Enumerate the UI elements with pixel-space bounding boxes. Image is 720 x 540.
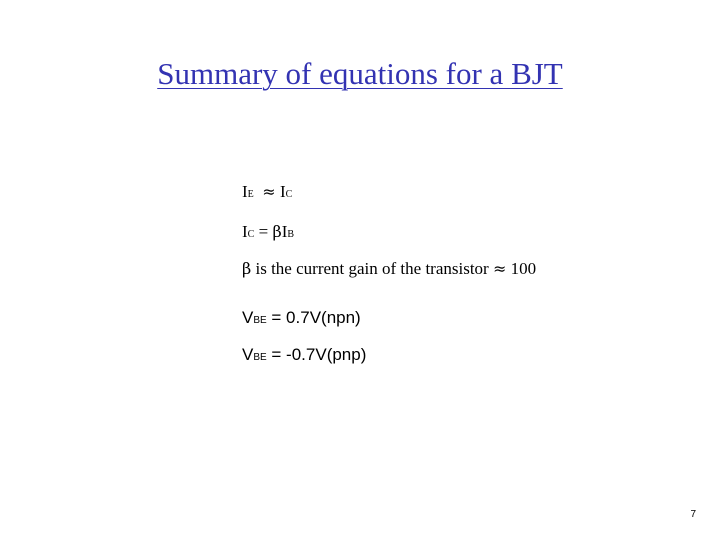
- equation-vbe-pnp: [242, 345, 366, 368]
- equation-ic-beta-ib: [242, 222, 294, 245]
- beta-symbol: β: [272, 222, 282, 241]
- collector-current-symbol: I: [242, 222, 248, 241]
- vbe-npn-value: = 0.7V(npn): [266, 308, 361, 327]
- equation-ie-approx-ic: [242, 182, 292, 205]
- collector-subscript: C: [247, 229, 255, 240]
- approx-symbol: ≈: [492, 259, 507, 278]
- vbe-subscript: BE: [253, 352, 267, 363]
- emitter-current-symbol: I: [242, 182, 248, 201]
- vbe-subscript: BE: [253, 315, 267, 326]
- vbe-pnp-value: = -0.7V(pnp): [266, 345, 367, 364]
- slide-title: Summary of equations for a BJT: [157, 56, 563, 91]
- collector-current-symbol: I: [279, 182, 286, 201]
- collector-subscript: C: [285, 189, 293, 200]
- vbe-symbol: V: [242, 345, 254, 364]
- equation-vbe-npn: [242, 308, 361, 331]
- base-current-symbol: I: [281, 222, 288, 241]
- equals-sign: =: [258, 222, 269, 241]
- emitter-subscript: E: [247, 189, 254, 200]
- page-number: 7: [690, 509, 696, 520]
- approx-symbol: ≈: [262, 182, 276, 201]
- vbe-symbol: V: [242, 308, 254, 327]
- beta-value: 100: [506, 259, 537, 278]
- base-subscript: B: [287, 229, 295, 240]
- beta-description: is the current gain of the transistor: [251, 259, 493, 278]
- equation-beta-gain: [242, 259, 536, 279]
- beta-symbol: β: [242, 259, 252, 278]
